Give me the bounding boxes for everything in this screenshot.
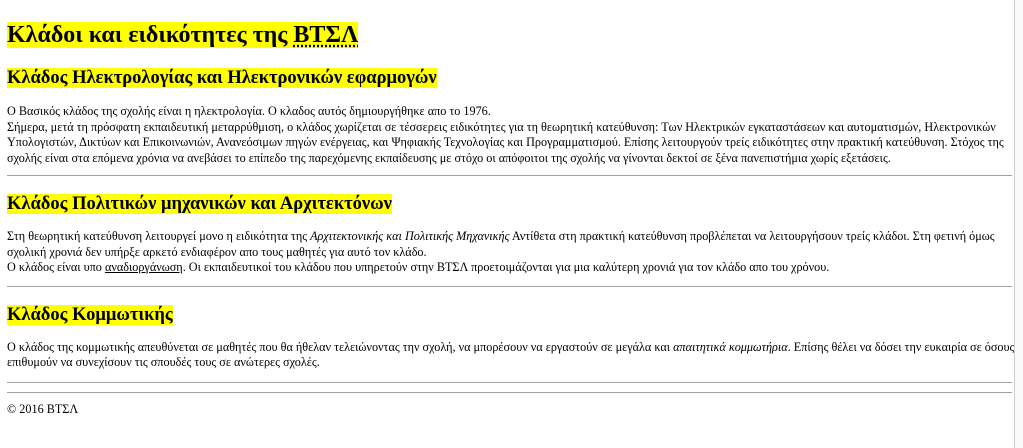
section-heading-hairdressing-text: Κλάδος Κομμωτικής [7, 304, 173, 325]
section-heading-civil [7, 192, 1015, 216]
hairdressing-text-a: Ο κλάδος της κομμωτικής απευθύνεται σε μαθητές που θα ήθελαν τελειώνοντας την σχολή, να μπορέσουν να εργαστούν σε μεγάλα και [7, 339, 674, 354]
section-heading-electrical-text: Κλάδος Ηλεκτρολογίας και Ηλεκτρονικών εφαρμογών [7, 68, 437, 88]
hairdressing-text-b: . Επίσης θέλει να δόσει την ευκαιρία σε όσους επιθυμούν να συνεχίσουν τις σπουδές τους σε ανώτερες σχολές. [7, 339, 1015, 369]
window-edge [1014, 0, 1023, 448]
page-title [7, 0, 1015, 50]
divider [7, 286, 1012, 287]
section-heading-civil-text: Κλάδος Πολιτικών μηχανικών και Αρχιτεκτόνων [7, 194, 392, 214]
section-hairdressing-paragraph [7, 340, 1015, 371]
divider [7, 382, 1012, 383]
hairdressing-emphasis: απαιτητικά κομμωτήρια [673, 339, 788, 354]
civil-p1-text-a: Στη θεωρητική κατεύθυνση λειτουργεί μονο η ειδικότητα της [7, 229, 311, 243]
section-electrical-paragraph-2: Σήμερα, μετά τη πρόσφατη εκπαιδευτική μεταρρύθμιση, ο κλάδος χωρίζεται σε τέσσερεις ειδικότητες για τη θεωρητική κατεύθυνση: Των Ηλεκτρικών εγκαταστάσεων και αυτοματισμών, Ηλεκτρονικών Υπολογιστών, Δικτύων και Επικοινωνιών, Ανανεόσιμων πηγών ενέργειας, και Ψηφιακής Τεχνολογίας και Προγραμματισμού. Επίσης λειτουργούν τρείς ειδικότητες στην πρακτική κατεύθυνση. Στόχος της σχολής είναι στα επόμενα χρόνια να ανεβάσει το επίπεδο της παρεχόμενης εκπαίδευσης με στόχο οι απόφοιτοι της σχολής να γίνονται δεκτοί σε ξένα πανεπιστήμια χωρίς εξετάσεις. [7, 119, 1004, 165]
civil-p1-text-b: Αντίθετα στη πρακτική κατεύθυνση προβλέπεται να λειτουργήσουν τρείς κλάδοι. Στη φετινή όμως σχολική χρονιά δεν υπήρξε αρκετό ενδιαφέρον απο τους μαθητές για αυτό τον κλάδο. [7, 229, 995, 259]
footer-copyright: © 2016 ΒΤΣΛ [7, 401, 79, 416]
section-civil-paragraph-1 [7, 229, 1015, 260]
section-heading-electrical [7, 66, 1015, 90]
civil-p2-text-a: Ο κλάδος είναι υπο [7, 260, 105, 274]
reorganization-link[interactable]: αναδιοργάνωση [104, 260, 183, 274]
civil-p2-text-b: . Οι εκπαιδευτικοί του κλάδου που υπηρετούν στην ΒΤΣΛ προετοιμάζονται για μια καλύτερη χρονιά για τον κλάδο απο του χρόνου. [182, 260, 830, 274]
page-title-highlight [7, 22, 358, 48]
section-civil-paragraph-2 [7, 260, 1015, 276]
page-title-text: Κλάδοι και ειδικότητες της [7, 22, 294, 48]
section-heading-hairdressing [7, 303, 1015, 327]
divider [7, 175, 1012, 176]
civil-p1-emphasis: Αρχιτεκτονικής και Πολιτικής Μηχανικής [310, 229, 510, 243]
divider [7, 392, 1012, 393]
page-title-abbr: ΒΤΣΛ [293, 22, 359, 48]
section-electrical-paragraph-1: Ο Βασικός κλάδος της σχολής είναι η ηλεκτρολογία. Ο κλαδος αυτός δημιουργήθηκε απο το 1976. [7, 104, 491, 118]
